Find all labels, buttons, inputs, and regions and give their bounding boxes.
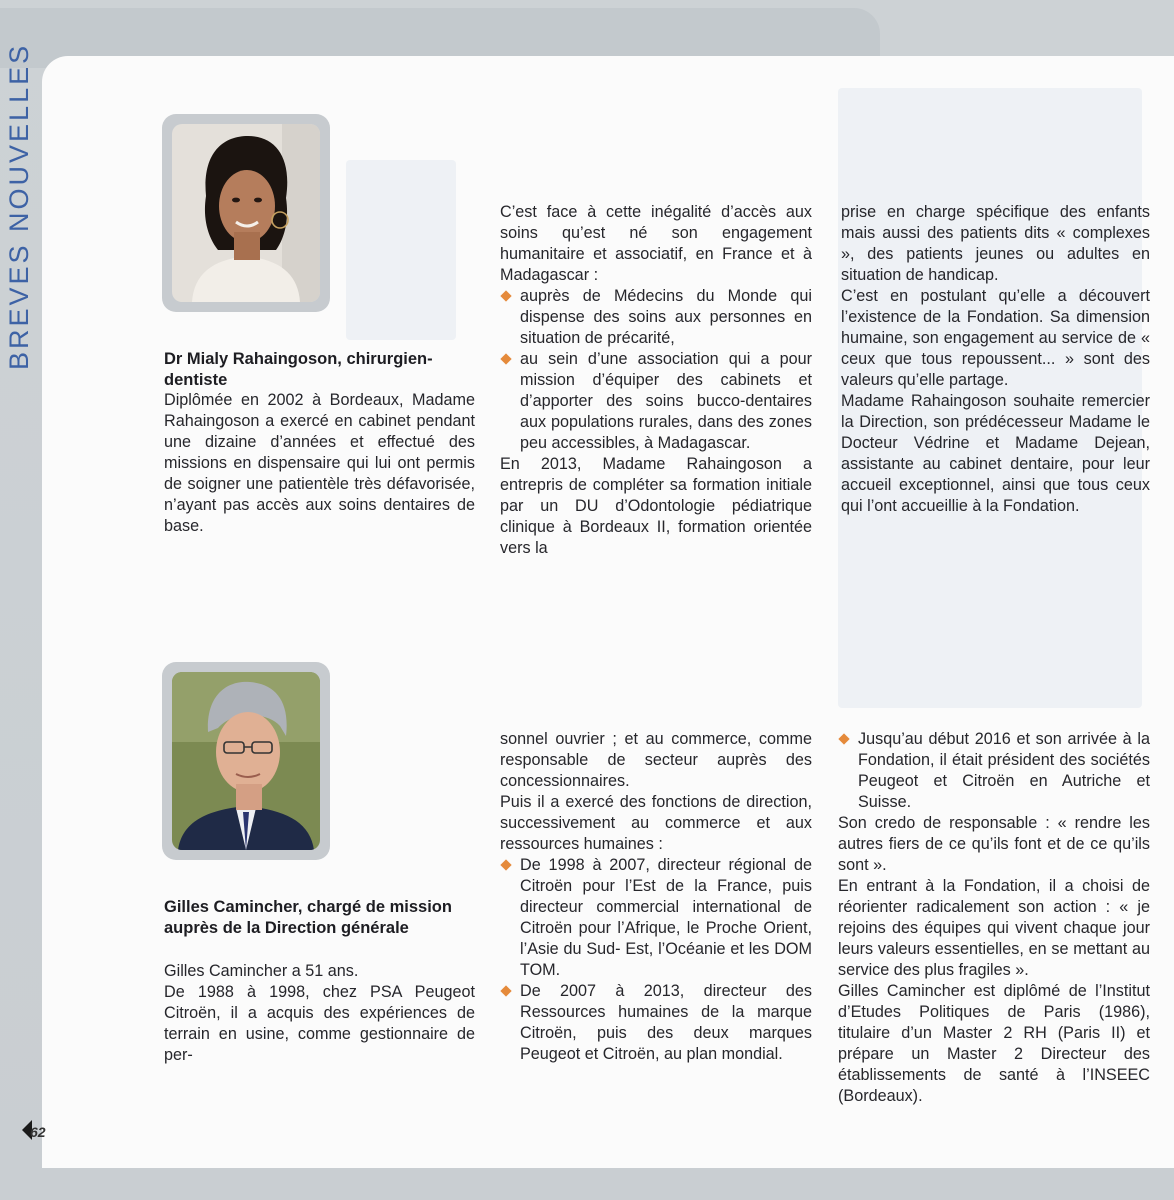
paragraph: Son credo de responsable : « rendre les autres fiers de ce qu’ils font et de ce qu’ils sont ». <box>838 814 1150 874</box>
profile-column-3-rahaingoson <box>841 202 1150 517</box>
portrait-rahaingoson <box>172 124 320 302</box>
bullet-item: De 1998 à 2007, directeur régional de Citroën pour l’Est de la France, puis directeur commercial international de Citroën pour l’Afrique, le Proche Orient, l’Asie du Sud- Est, l’Océanie et les DOM TOM. <box>500 855 812 981</box>
profile-column-2-rahaingoson <box>500 202 812 559</box>
paragraph: C’est en postulant qu’elle a découvert l’existence de la Fondation. Sa dimension humaine, son engagement au service de « ceux que tous repoussent... » sont des valeurs qu’elle partage. <box>841 287 1150 389</box>
bullet-item: Jusqu’au début 2016 et son arrivée à la Fondation, il était président des sociétés Peugeot et Citroën en Autriche et Suisse. <box>838 729 1150 813</box>
page-number: 62 <box>30 1124 46 1140</box>
paragraph: En entrant à la Fondation, il a choisi de réorienter radicalement son action : « je rejoins des équipes qui vivent chaque jour leurs valeurs essentielles, en se mettant au service des plus fragiles ». <box>838 877 1150 979</box>
portrait-frame-rahaingoson <box>162 114 330 312</box>
profile-column-1-camincher <box>164 961 475 1066</box>
profile-intro-rahaingoson <box>164 390 475 537</box>
portrait-camincher <box>172 672 320 850</box>
bullet-item: auprès de Médecins du Monde qui dispense des soins aux personnes en situation de précarité, <box>500 286 812 349</box>
paragraph: En 2013, Madame Rahaingoson a entrepris de compléter sa formation initiale par un DU d’Odontologie pédiatrique clinique à Bordeaux II, formation orientée vers la <box>500 455 812 557</box>
profile-column-2-camincher <box>500 729 812 1065</box>
paragraph: Madame Rahaingoson souhaite remercier la Direction, son prédécesseur Madame le Docteur Védrine et Madame Dejean, assistante au cabinet dentaire, pour leur accueil exceptionnel, ainsi que tous ceux qui l’ont accueillie à la Fondation. <box>841 392 1150 515</box>
paragraph: Gilles Camincher a 51 ans. <box>164 962 359 980</box>
bullet-item: De 2007 à 2013, directeur des Ressources humaines de la marque Citroën, puis des deux marques Peugeot et Citroën, au plan mondial. <box>500 981 812 1065</box>
paragraph: Puis il a exercé des fonctions de direction, successivement au commerce et aux ressources humaines : <box>500 793 812 853</box>
paragraph: C’est face à cette inégalité d’accès aux soins qu’est né son engagement humanitaire et associatif, en France et à Madagascar : <box>500 203 812 284</box>
paragraph: Gilles Camincher est diplômé de l’Institut d’Etudes Politiques de Paris (1986), titulaire d’un Master 2 RH (Paris II) et prépare un Master 2 Directeur des établissements de santé à l’INSEEC (Bordeaux). <box>838 982 1150 1105</box>
bullet-item: au sein d’une association qui a pour mission d’équiper des cabinets et d’apporter des soins bucco-dentaires aux populations rurales, dans des zones peu accessibles, à Madagascar. <box>500 349 812 454</box>
paragraph: De 1988 à 1998, chez PSA Peugeot Citroën, il a acquis des expériences de terrain en usine, comme gestionnaire de per- <box>164 983 475 1064</box>
paragraph: Diplômée en 2002 à Bordeaux, Madame Rahaingoson a exercé en cabinet pendant une dizaine d’années et effectué des missions en dispensaire qui lui ont permis de soigner une patientèle très défavorisée, n’ayant pas accès aux soins dentaires de base. <box>164 391 475 535</box>
profile-column-3-camincher <box>838 729 1150 1107</box>
portrait-frame-camincher <box>162 662 330 860</box>
section-label: BREVES NOUVELLES <box>4 42 34 370</box>
profile-caption-camincher: Gilles Camincher, chargé de mission auprès de la Direction générale <box>164 898 452 937</box>
bleed-through-photo <box>346 160 456 340</box>
profile-caption-rahaingoson: Dr Mialy Rahaingoson, chirurgien-dentiste <box>164 350 433 389</box>
paragraph: sonnel ouvrier ; et au commerce, comme responsable de secteur auprès des concessionnaires. <box>500 730 812 790</box>
paragraph: prise en charge spécifique des enfants mais aussi des patients dits « complexes », des patients jeunes ou adultes en situation de handicap. <box>841 203 1150 284</box>
